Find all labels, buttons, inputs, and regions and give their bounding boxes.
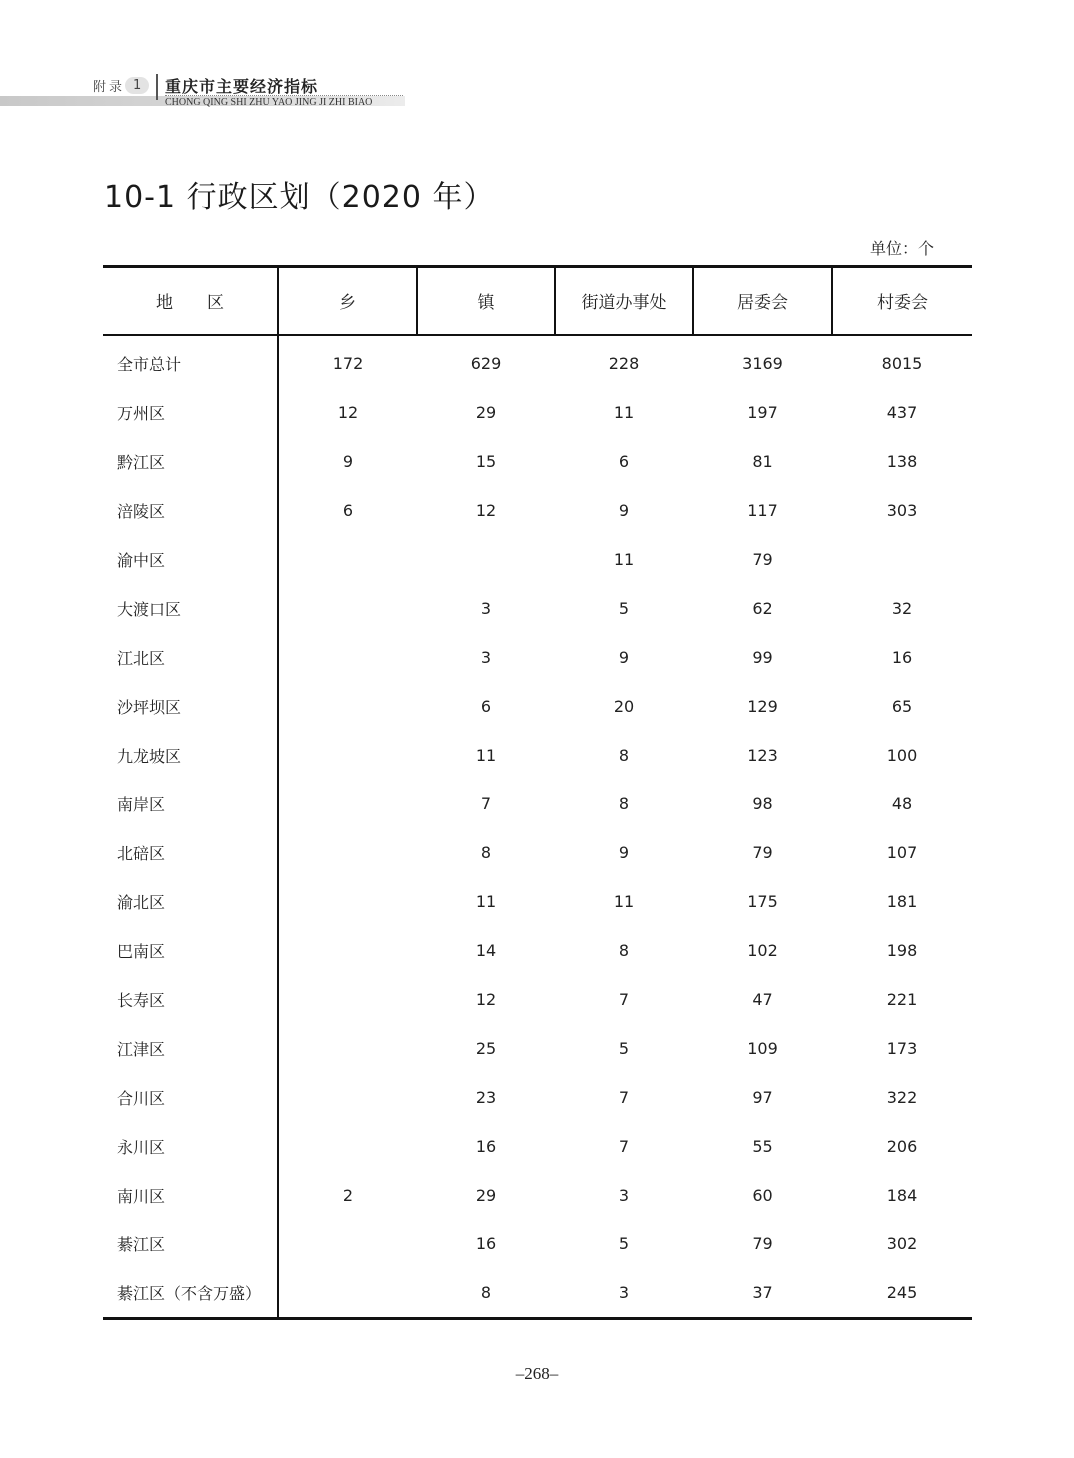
value-cell: 206 bbox=[886, 1136, 918, 1156]
region-name-cell: 綦江区（不含万盛） bbox=[103, 1268, 278, 1318]
table-header bbox=[103, 267, 972, 335]
value-cell: 228 bbox=[608, 354, 640, 374]
value-cell: 181 bbox=[886, 892, 918, 912]
column-header: 街道办事处 bbox=[555, 267, 693, 335]
value-cell: 6 bbox=[342, 501, 354, 521]
value-cell: 11 bbox=[613, 403, 635, 423]
value-cell bbox=[417, 535, 555, 584]
region-name-cell: 江津区 bbox=[103, 1024, 278, 1073]
value-cell: 3 bbox=[480, 647, 492, 667]
value-cell bbox=[278, 1024, 417, 1073]
value-cell: 8 bbox=[618, 745, 630, 765]
value-cell: 16 bbox=[475, 1136, 497, 1156]
value-cell bbox=[278, 1268, 417, 1318]
table-row bbox=[103, 1024, 972, 1073]
value-cell: 99 bbox=[752, 647, 773, 667]
region-name-cell: 綦江区 bbox=[103, 1220, 278, 1269]
value-cell: 138 bbox=[886, 452, 918, 472]
value-cell: 7 bbox=[480, 794, 492, 814]
region-name-cell: 涪陵区 bbox=[103, 486, 278, 535]
region-name-cell: 南岸区 bbox=[103, 780, 278, 829]
region-name-cell: 北碚区 bbox=[103, 828, 278, 877]
table-row bbox=[103, 975, 972, 1024]
value-cell: 29 bbox=[475, 1185, 497, 1205]
page-title: 10-1 行政区划（2020 年） bbox=[104, 180, 495, 215]
value-cell: 9 bbox=[618, 843, 630, 863]
value-cell: 129 bbox=[747, 696, 778, 716]
value-cell: 11 bbox=[475, 892, 497, 912]
value-cell: 107 bbox=[886, 843, 918, 863]
value-cell bbox=[278, 877, 417, 926]
table-row bbox=[103, 682, 972, 731]
value-cell: 7 bbox=[618, 990, 630, 1010]
table-row bbox=[103, 780, 972, 829]
value-cell: 97 bbox=[752, 1087, 773, 1107]
region-name-cell: 渝中区 bbox=[103, 535, 278, 584]
value-cell bbox=[278, 1122, 417, 1171]
table-row bbox=[103, 535, 972, 584]
value-cell: 3 bbox=[480, 598, 492, 618]
value-cell: 303 bbox=[886, 501, 918, 521]
value-cell: 302 bbox=[886, 1234, 918, 1254]
table-header-row bbox=[103, 267, 972, 335]
value-cell: 55 bbox=[752, 1136, 773, 1156]
column-header: 镇 bbox=[417, 267, 555, 335]
value-cell: 197 bbox=[747, 403, 778, 423]
value-cell: 14 bbox=[475, 941, 497, 961]
value-cell: 47 bbox=[752, 990, 773, 1010]
value-cell: 198 bbox=[886, 941, 918, 961]
value-cell: 8 bbox=[417, 1268, 555, 1318]
table-row bbox=[103, 633, 972, 682]
value-cell: 11 bbox=[475, 745, 497, 765]
region-name-cell: 渝北区 bbox=[103, 877, 278, 926]
region-name-cell: 南川区 bbox=[103, 1171, 278, 1220]
column-header: 居委会 bbox=[693, 267, 832, 335]
table-row bbox=[103, 1122, 972, 1171]
table-row bbox=[103, 1073, 972, 1122]
region-name-cell: 合川区 bbox=[103, 1073, 278, 1122]
admin-division-table bbox=[103, 265, 972, 1320]
table-row bbox=[103, 335, 972, 389]
table-row bbox=[103, 437, 972, 486]
value-cell: 184 bbox=[886, 1185, 918, 1205]
value-cell: 79 bbox=[752, 550, 773, 569]
header-title: 重庆市主要经济指标 bbox=[165, 77, 319, 96]
value-cell: 8 bbox=[618, 794, 630, 814]
value-cell: 322 bbox=[886, 1087, 918, 1107]
value-cell: 437 bbox=[886, 403, 918, 423]
value-cell: 6 bbox=[618, 452, 630, 472]
value-cell: 629 bbox=[470, 354, 502, 374]
value-cell bbox=[278, 780, 417, 829]
table-row bbox=[103, 1268, 972, 1318]
column-header: 乡 bbox=[278, 267, 417, 335]
value-cell: 8 bbox=[618, 941, 630, 961]
value-cell: 11 bbox=[613, 550, 635, 569]
appendix-badge-char-1: 附 bbox=[93, 80, 107, 95]
table-row bbox=[103, 1220, 972, 1269]
appendix-badge-char-2: 录 bbox=[109, 80, 123, 95]
header-dotted-rule bbox=[165, 95, 403, 96]
value-cell: 5 bbox=[618, 1038, 630, 1058]
value-cell bbox=[278, 975, 417, 1024]
value-cell bbox=[278, 535, 417, 584]
value-cell: 102 bbox=[747, 941, 778, 961]
value-cell bbox=[278, 682, 417, 731]
value-cell: 12 bbox=[337, 403, 359, 423]
value-cell: 11 bbox=[613, 892, 635, 912]
value-cell bbox=[278, 828, 417, 877]
value-cell: 12 bbox=[475, 990, 497, 1010]
region-name-cell: 黔江区 bbox=[103, 437, 278, 486]
header-separator bbox=[156, 74, 158, 100]
region-name-cell: 全市总计 bbox=[103, 335, 278, 389]
value-cell bbox=[278, 633, 417, 682]
value-cell: 16 bbox=[891, 647, 913, 667]
region-name-cell: 九龙坡区 bbox=[103, 731, 278, 780]
value-cell: 7 bbox=[618, 1087, 630, 1107]
value-cell bbox=[832, 535, 972, 584]
value-cell: 3169 bbox=[742, 354, 783, 374]
unit-label: 单位：个 bbox=[870, 239, 935, 258]
value-cell: 5 bbox=[618, 1234, 630, 1254]
value-cell bbox=[278, 926, 417, 975]
value-cell: 175 bbox=[747, 892, 778, 912]
value-cell: 109 bbox=[747, 1038, 778, 1058]
value-cell bbox=[278, 584, 417, 633]
value-cell: 65 bbox=[891, 696, 913, 716]
value-cell: 48 bbox=[891, 794, 913, 814]
value-cell: 79 bbox=[752, 843, 773, 863]
value-cell: 25 bbox=[475, 1038, 497, 1058]
value-cell: 221 bbox=[886, 990, 918, 1010]
value-cell: 20 bbox=[613, 696, 635, 716]
value-cell: 98 bbox=[752, 794, 773, 814]
value-cell: 2 bbox=[342, 1185, 354, 1205]
region-name-cell: 大渡口区 bbox=[103, 584, 278, 633]
table-body bbox=[103, 335, 972, 1319]
table-row bbox=[103, 731, 972, 780]
value-cell: 8 bbox=[480, 843, 492, 863]
value-cell: 117 bbox=[747, 501, 778, 521]
appendix-badge bbox=[93, 76, 149, 95]
page-number: –268– bbox=[515, 1364, 559, 1383]
value-cell: 62 bbox=[752, 598, 773, 618]
table-row bbox=[103, 828, 972, 877]
value-cell: 32 bbox=[891, 598, 913, 618]
value-cell: 8015 bbox=[881, 354, 923, 374]
region-name-cell: 巴南区 bbox=[103, 926, 278, 975]
value-cell: 9 bbox=[342, 452, 354, 472]
value-cell: 173 bbox=[886, 1038, 918, 1058]
value-cell: 7 bbox=[618, 1136, 630, 1156]
table-row bbox=[103, 584, 972, 633]
value-cell: 12 bbox=[475, 501, 497, 521]
value-cell: 16 bbox=[475, 1234, 497, 1254]
value-cell: 6 bbox=[480, 696, 492, 716]
value-cell: 3 bbox=[555, 1268, 693, 1318]
value-cell bbox=[278, 731, 417, 780]
value-cell: 79 bbox=[752, 1234, 773, 1254]
value-cell: 9 bbox=[618, 501, 630, 521]
region-name-cell: 江北区 bbox=[103, 633, 278, 682]
region-name-cell: 长寿区 bbox=[103, 975, 278, 1024]
value-cell: 15 bbox=[475, 452, 497, 472]
region-name-cell: 万州区 bbox=[103, 388, 278, 437]
column-header: 地 区 bbox=[103, 267, 278, 335]
value-cell: 100 bbox=[886, 745, 918, 765]
table-row bbox=[103, 388, 972, 437]
value-cell: 172 bbox=[332, 354, 364, 374]
value-cell: 23 bbox=[475, 1087, 497, 1107]
column-header: 村委会 bbox=[832, 267, 972, 335]
header-subtitle: CHONG QING SHI ZHU YAO JING JI ZHI BIAO bbox=[165, 97, 373, 108]
value-cell: 29 bbox=[475, 403, 497, 423]
value-cell: 37 bbox=[693, 1268, 832, 1318]
table-row bbox=[103, 877, 972, 926]
table-row bbox=[103, 1171, 972, 1220]
table-row bbox=[103, 926, 972, 975]
region-name-cell: 沙坪坝区 bbox=[103, 682, 278, 731]
region-name-cell: 永川区 bbox=[103, 1122, 278, 1171]
value-cell: 5 bbox=[618, 598, 630, 618]
value-cell: 9 bbox=[618, 647, 630, 667]
value-cell bbox=[278, 1073, 417, 1122]
value-cell: 123 bbox=[747, 745, 778, 765]
value-cell: 60 bbox=[752, 1185, 773, 1205]
value-cell: 245 bbox=[832, 1268, 972, 1318]
table-row bbox=[103, 486, 972, 535]
value-cell: 81 bbox=[752, 452, 773, 472]
value-cell bbox=[278, 1220, 417, 1269]
appendix-badge-number: 1 bbox=[125, 77, 149, 94]
value-cell: 3 bbox=[618, 1185, 630, 1205]
